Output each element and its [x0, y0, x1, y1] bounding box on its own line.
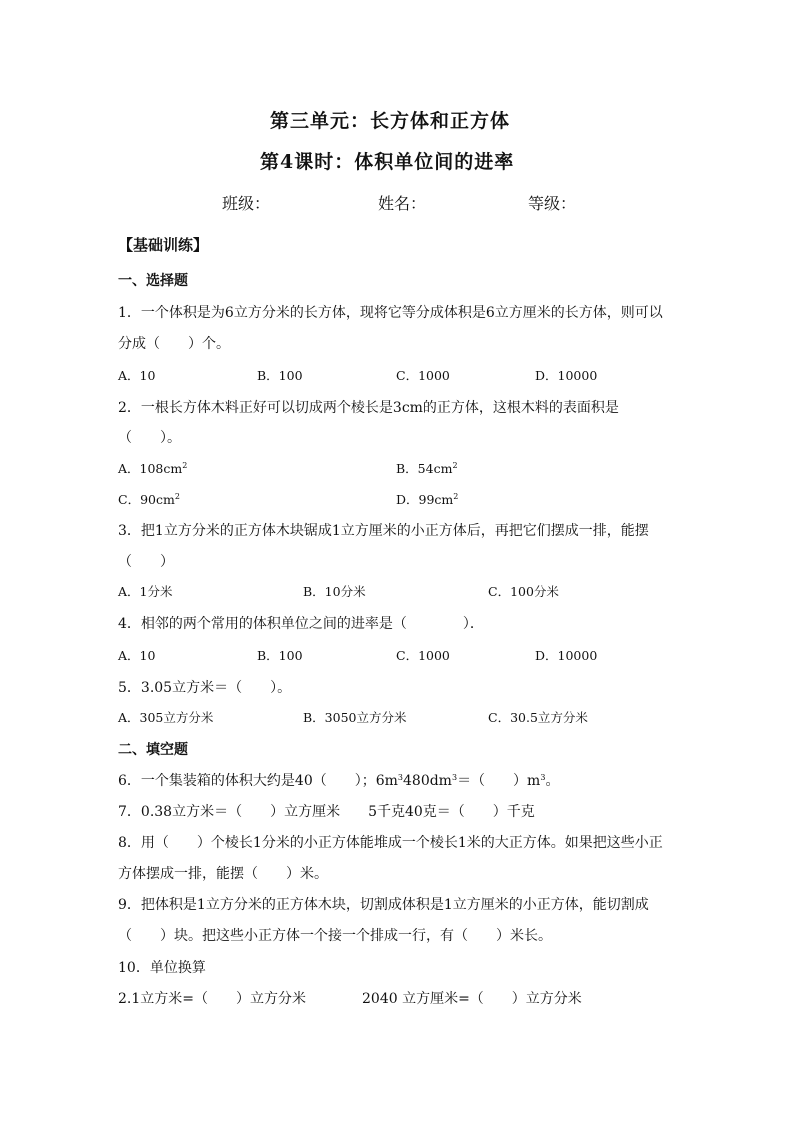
q3-option-b: B．10分米 [303, 584, 366, 599]
class-label: 班级： [222, 194, 271, 213]
q3-option-a: A．1分米 [118, 584, 173, 599]
q4-option-c: C．1000 [396, 648, 450, 663]
q4-option-d: D．10000 [535, 648, 598, 663]
question-7-line1: 7．0.38立方米＝（ ）立方厘米 5千克40克＝（ ）千克 [118, 804, 535, 820]
question-3-line1: 3．把1立方分米的正方体木块锯成1立方厘米的小正方体后，再把它们摆成一排，能摆 [118, 523, 649, 539]
q2-option-c-text: C．90cm [118, 492, 175, 507]
q2-option-d [396, 490, 458, 508]
section-heading-basic: 【基础训练】 [118, 236, 209, 254]
section-heading-choice: 一、选择题 [118, 273, 188, 289]
grade-label: 等级： [528, 194, 577, 213]
question-9-line1: 9．把体积是1立方分米的正方体木块，切割成体积是1立方厘米的小正方体，能切割成 [118, 897, 649, 913]
question-10-line1: 10．单位换算 [118, 960, 206, 976]
question-4-line1: 4．相邻的两个常用的体积单位之间的进率是（ ）． [118, 616, 484, 632]
q5-option-a: A．305立方分米 [118, 710, 214, 725]
q4-option-a: A．10 [118, 648, 156, 663]
q4-option-b: B．100 [257, 648, 303, 663]
q6-part-b: 480dm [403, 773, 452, 789]
q5-option-b: B．3050立方分米 [303, 710, 407, 725]
question-9-line2: （ ）块。把这些小正方体一个接一个排成一行，有（ ）米长。 [118, 928, 552, 944]
question-6-line1 [118, 770, 559, 790]
q1-option-a: A．10 [118, 368, 156, 383]
question-2-line1: 2．一根长方体木料正好可以切成两个棱长是3cm的正方体，这根木料的表面积是 [118, 400, 619, 416]
q2-option-b [396, 459, 458, 477]
q6-part-c: ＝（ ）m [457, 773, 541, 789]
q6-sup-1: 3 [397, 773, 403, 782]
name-label: 姓名： [378, 194, 427, 213]
q6-sup-3: 3 [540, 773, 546, 782]
q2-option-c [118, 490, 180, 508]
q5-option-c: C．30.5立方分米 [488, 710, 588, 725]
q1-option-d: D．10000 [535, 368, 598, 383]
q2-option-b-sup: 2 [452, 461, 458, 470]
q6-part-d: 。 [545, 773, 560, 789]
q1-option-c: C．1000 [396, 368, 450, 383]
q3-option-c: C．100分米 [488, 584, 559, 599]
q2-option-d-text: D．99cm [396, 492, 454, 507]
question-5-line1: 5．3.05立方米＝（ ）。 [118, 680, 292, 696]
question-3-line2: （ ） [118, 554, 174, 570]
question-1-line2: 分成（ ）个。 [118, 336, 230, 352]
question-8-line1: 8．用（ ）个棱长1分米的小正方体能堆成一个棱长1米的大正方体。如果把这些小正 [118, 835, 663, 851]
question-10-item-b: 2040 立方厘米=（ ）立方分米 [362, 991, 582, 1007]
q2-option-a-text: A．108cm [118, 461, 183, 476]
section-heading-fill: 二、填空题 [118, 742, 188, 758]
question-2-line2: （ ）。 [118, 430, 181, 446]
q2-option-a-sup: 2 [182, 461, 188, 470]
q2-option-a [118, 459, 187, 477]
q2-option-b-text: B．54cm [396, 461, 453, 476]
q2-option-c-sup: 2 [174, 492, 180, 501]
question-1-line1: 1．一个体积是为6立方分米的长方体，现将它等分成体积是6立方厘米的长方体，则可以 [118, 305, 663, 321]
q1-option-b: B．100 [257, 368, 303, 383]
lesson-title: 第4课时：体积单位间的进率 [260, 151, 515, 173]
q2-option-d-sup: 2 [453, 492, 459, 501]
q6-part-a: 6．一个集装箱的体积大约是40（ ）；6m [118, 773, 398, 789]
question-10-item-a: 2.1立方米=（ ）立方分米 [118, 991, 306, 1007]
worksheet-title: 第三单元：长方体和正方体 [270, 110, 511, 132]
question-8-line2: 方体摆成一排，能摆（ ）米。 [118, 866, 328, 882]
q6-sup-2: 3 [451, 773, 458, 782]
